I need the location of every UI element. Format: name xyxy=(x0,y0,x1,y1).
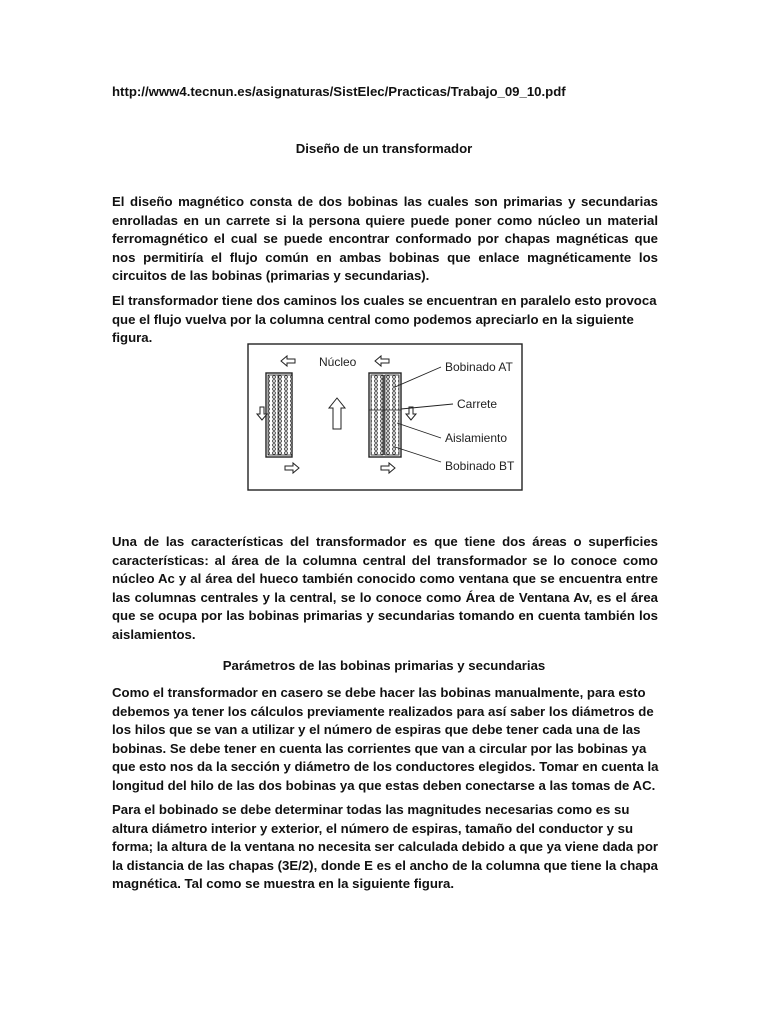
label-aislamiento: Aislamiento xyxy=(445,431,508,445)
source-url[interactable]: http://www4.tecnun.es/asignaturas/SistElec/Practicas/Trabajo_09_10.pdf xyxy=(112,84,566,99)
label-carrete: Carrete xyxy=(457,397,498,411)
paragraph-5: Para el bobinado se debe determinar todas las magnitudes necesarias como es su altura diámetro interior y exterior, el número de espiras, tamaño del conductor y su forma; la altura de la ventana no necesita ser calculada debido a que ya viene dada por la distancia de las chapas (3E/2), donde E es el ancho de la columna que tiene la chapa magnética. Tal como se muestra en la siguiente figura. xyxy=(112,802,659,891)
paragraph-4: Como el transformador en casero se debe hacer las bobinas manualmente, para esto debemos ya tener los cálculos previamente realizados para así saber los diámetros de los hilos que se van a utilizar y el número de espiras que debe tener cada una de las bobinas. Se debe tener en cuenta las corrientes que van a circular por las bobinas ya que esto nos da la sección y diámetro de los conductores elegidos. Tomar en cuenta la longitud del hilo de las dos bobinas ya que estas deben conectarse a las tomas de AC. xyxy=(112,685,659,793)
transformer-diagram xyxy=(247,343,525,493)
section-subtitle: Parámetros de las bobinas primarias y secundarias xyxy=(222,658,546,673)
page-title: Diseño de un transformador xyxy=(295,141,473,156)
transformer-figure xyxy=(247,343,525,493)
paragraph-3: Una de las características del transformador es que tiene dos áreas o superficies características: al área de la columna central del transformador se lo conoce como núcleo Ac y al área del hueco también conocido como ventana que se encuentra entre las columnas centrales y la central, se lo conoce como Área de Ventana Av, es el área que se ocupa por las bobinas primarias y secundarias tomando en cuenta también los aislamientos. xyxy=(112,534,658,642)
core-label: Núcleo xyxy=(319,355,357,369)
label-bobinado-at: Bobinado AT xyxy=(445,360,513,374)
left-winding xyxy=(266,373,292,457)
paragraph-1: El diseño magnético consta de dos bobinas las cuales son primarias y secundarias enrolladas en un carrete si la persona quiere puede poner como núcleo un material ferromagnético el cual se puede encontrar conformado por chapas magnéticas que nos permitiría el flujo común en ambas bobinas que enlace magnéticamente los circuitos de las bobinas (primarias y secundarias). xyxy=(112,194,658,283)
label-bobinado-bt: Bobinado BT xyxy=(445,459,515,473)
paragraph-2: El transformador tiene dos caminos los cuales se encuentran en paralelo esto provoca que el flujo vuelva por la columna central como podemos apreciarlo en la siguiente figura. xyxy=(112,293,657,345)
right-winding xyxy=(369,373,401,457)
